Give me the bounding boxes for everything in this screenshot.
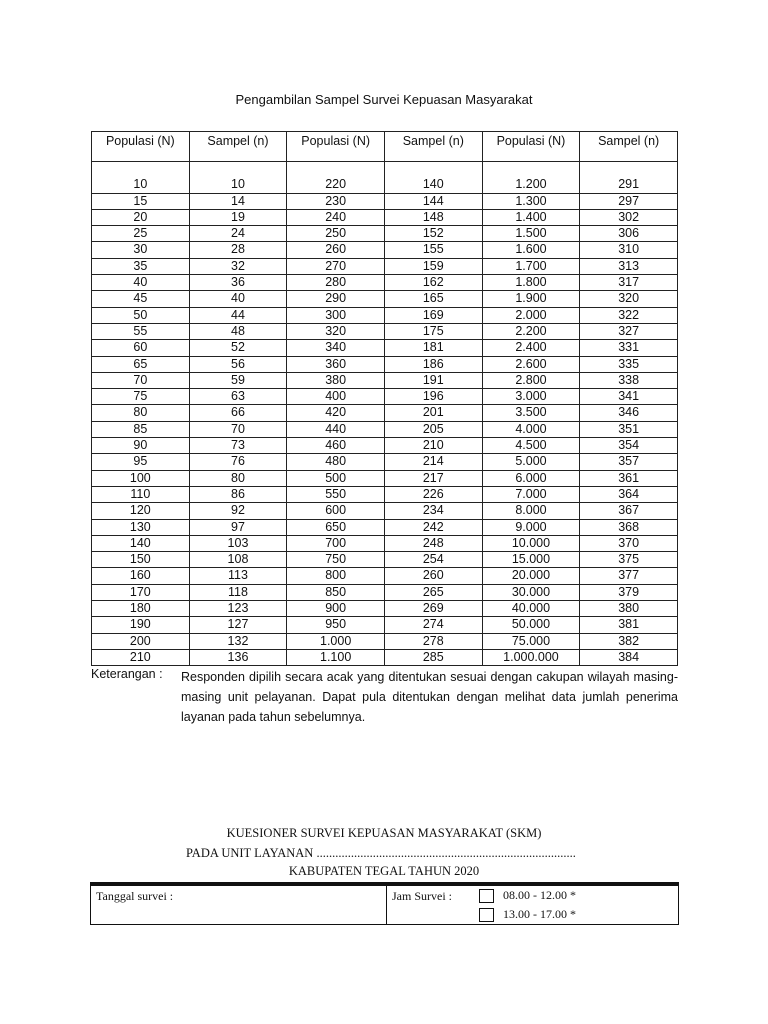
kabupaten-line: KABUPATEN TEGAL TAHUN 2020 [288, 864, 480, 878]
table-cell: 361 [580, 470, 678, 486]
table-cell: 234 [384, 503, 482, 519]
table-row [92, 356, 678, 372]
table-cell: 306 [580, 226, 678, 242]
table-cell: 60 [92, 340, 190, 356]
table-row [92, 242, 678, 258]
table-cell: 285 [384, 649, 482, 665]
spacer-cell [482, 162, 580, 178]
table-cell: 40.000 [482, 601, 580, 617]
table-cell: 3.000 [482, 389, 580, 405]
table-cell: 1.600 [482, 242, 580, 258]
table-cell: 240 [287, 209, 385, 225]
table-cell: 165 [384, 291, 482, 307]
header-populasi-3: Populasi (N) [482, 132, 580, 162]
table-cell: 346 [580, 405, 678, 421]
table-cell: 382 [580, 633, 678, 649]
table-cell: 73 [189, 438, 287, 454]
table-body [92, 162, 678, 666]
table-cell: 217 [384, 470, 482, 486]
table-cell: 335 [580, 356, 678, 372]
checkbox-morning[interactable] [479, 889, 494, 903]
jam-survei-label: Jam Survei : [392, 889, 452, 903]
header-sampel-3: Sampel (n) [580, 132, 678, 162]
table-cell: 291 [580, 177, 678, 193]
table-row [92, 389, 678, 405]
table-cell: 155 [384, 242, 482, 258]
table-row [92, 486, 678, 502]
table-cell: 278 [384, 633, 482, 649]
table-cell: 327 [580, 323, 678, 339]
table-row [92, 470, 678, 486]
table-cell: 600 [287, 503, 385, 519]
table-cell: 226 [384, 486, 482, 502]
table-cell: 300 [287, 307, 385, 323]
table-cell: 242 [384, 519, 482, 535]
table-cell: 351 [580, 421, 678, 437]
jam-option-morning[interactable] [479, 888, 576, 903]
table-cell: 32 [189, 258, 287, 274]
table-cell: 260 [287, 242, 385, 258]
table-header-row [92, 132, 678, 162]
table-row [92, 258, 678, 274]
table-cell: 1.700 [482, 258, 580, 274]
table-cell: 150 [92, 552, 190, 568]
table-cell: 460 [287, 438, 385, 454]
table-cell: 7.000 [482, 486, 580, 502]
table-cell: 1.300 [482, 193, 580, 209]
table-cell: 900 [287, 601, 385, 617]
table-row [92, 226, 678, 242]
table-row [92, 503, 678, 519]
table-cell: 66 [189, 405, 287, 421]
table-cell: 368 [580, 519, 678, 535]
table-cell: 180 [92, 601, 190, 617]
table-cell: 170 [92, 584, 190, 600]
table-cell: 190 [92, 617, 190, 633]
table-row [92, 405, 678, 421]
table-cell: 205 [384, 421, 482, 437]
table-cell: 250 [287, 226, 385, 242]
table-cell: 2.400 [482, 340, 580, 356]
table-cell: 65 [92, 356, 190, 372]
unit-layanan-blank[interactable]: ................................................................................... [316, 846, 576, 860]
survey-form-box [90, 882, 679, 925]
table-cell: 370 [580, 535, 678, 551]
table-cell: 86 [189, 486, 287, 502]
table-cell: 375 [580, 552, 678, 568]
table-cell: 2.600 [482, 356, 580, 372]
table-cell: 200 [92, 633, 190, 649]
table-cell: 290 [287, 291, 385, 307]
table-cell: 70 [92, 372, 190, 388]
table-cell: 95 [92, 454, 190, 470]
table-cell: 320 [287, 323, 385, 339]
table-cell: 20 [92, 209, 190, 225]
document-title: Pengambilan Sampel Survei Kepuasan Masyarakat [235, 92, 533, 107]
table-cell: 136 [189, 649, 287, 665]
unit-layanan-label: PADA UNIT LAYANAN [186, 846, 314, 860]
table-cell: 269 [384, 601, 482, 617]
table-cell: 113 [189, 568, 287, 584]
table-cell: 550 [287, 486, 385, 502]
table-row [92, 193, 678, 209]
table-cell: 127 [189, 617, 287, 633]
table-cell: 340 [287, 340, 385, 356]
table-row [92, 340, 678, 356]
checkbox-afternoon[interactable] [479, 908, 494, 922]
table-cell: 36 [189, 275, 287, 291]
table-cell: 75.000 [482, 633, 580, 649]
table-cell: 30.000 [482, 584, 580, 600]
table-cell: 56 [189, 356, 287, 372]
table-cell: 331 [580, 340, 678, 356]
form-divider [386, 886, 387, 924]
table-cell: 169 [384, 307, 482, 323]
table-cell: 181 [384, 340, 482, 356]
table-cell: 201 [384, 405, 482, 421]
table-cell: 4.000 [482, 421, 580, 437]
sample-table [91, 131, 678, 666]
table-cell: 30 [92, 242, 190, 258]
table-row [92, 323, 678, 339]
table-cell: 367 [580, 503, 678, 519]
table-cell: 380 [580, 601, 678, 617]
table-cell: 50.000 [482, 617, 580, 633]
table-cell: 103 [189, 535, 287, 551]
table-cell: 6.000 [482, 470, 580, 486]
table-cell: 384 [580, 649, 678, 665]
table-cell: 338 [580, 372, 678, 388]
table-cell: 48 [189, 323, 287, 339]
table-cell: 210 [384, 438, 482, 454]
table-cell: 1.900 [482, 291, 580, 307]
table-cell: 8.000 [482, 503, 580, 519]
jam-option-afternoon-label: 13.00 - 17.00 * [503, 907, 576, 921]
table-cell: 45 [92, 291, 190, 307]
table-cell: 265 [384, 584, 482, 600]
table-cell: 175 [384, 323, 482, 339]
table-cell: 260 [384, 568, 482, 584]
table-cell: 480 [287, 454, 385, 470]
table-cell: 80 [189, 470, 287, 486]
table-cell: 19 [189, 209, 287, 225]
table-cell: 44 [189, 307, 287, 323]
table-cell: 1.400 [482, 209, 580, 225]
table-cell: 270 [287, 258, 385, 274]
header-sampel-1: Sampel (n) [189, 132, 287, 162]
table-cell: 40 [189, 291, 287, 307]
table-cell: 85 [92, 421, 190, 437]
table-cell: 55 [92, 323, 190, 339]
table-row [92, 535, 678, 551]
table-cell: 650 [287, 519, 385, 535]
table-cell: 500 [287, 470, 385, 486]
table-cell: 160 [92, 568, 190, 584]
table-cell: 120 [92, 503, 190, 519]
table-cell: 2.000 [482, 307, 580, 323]
table-cell: 152 [384, 226, 482, 242]
table-cell: 1.500 [482, 226, 580, 242]
table-cell: 76 [189, 454, 287, 470]
table-cell: 357 [580, 454, 678, 470]
table-cell: 40 [92, 275, 190, 291]
spacer-cell [92, 162, 190, 178]
table-cell: 310 [580, 242, 678, 258]
table-row [92, 291, 678, 307]
unit-layanan-line [186, 846, 686, 861]
table-cell: 380 [287, 372, 385, 388]
table-row [92, 177, 678, 193]
table-row [92, 372, 678, 388]
table-cell: 63 [189, 389, 287, 405]
table-cell: 92 [189, 503, 287, 519]
table-cell: 191 [384, 372, 482, 388]
table-cell: 50 [92, 307, 190, 323]
table-cell: 15 [92, 193, 190, 209]
table-cell: 379 [580, 584, 678, 600]
table-cell: 59 [189, 372, 287, 388]
table-row [92, 438, 678, 454]
table-cell: 302 [580, 209, 678, 225]
table-cell: 400 [287, 389, 385, 405]
table-row [92, 275, 678, 291]
jam-option-afternoon[interactable] [479, 907, 576, 922]
table-cell: 25 [92, 226, 190, 242]
table-cell: 2.800 [482, 372, 580, 388]
table-cell: 123 [189, 601, 287, 617]
header-sampel-2: Sampel (n) [384, 132, 482, 162]
table-cell: 108 [189, 552, 287, 568]
table-cell: 97 [189, 519, 287, 535]
table-cell: 440 [287, 421, 385, 437]
table-cell: 132 [189, 633, 287, 649]
table-cell: 317 [580, 275, 678, 291]
table-cell: 148 [384, 209, 482, 225]
table-row [92, 421, 678, 437]
table-cell: 80 [92, 405, 190, 421]
header-populasi-2: Populasi (N) [287, 132, 385, 162]
table-cell: 354 [580, 438, 678, 454]
jam-option-morning-label: 08.00 - 12.00 * [503, 888, 576, 902]
table-spacer-row [92, 162, 678, 178]
table-cell: 1.200 [482, 177, 580, 193]
table-cell: 75 [92, 389, 190, 405]
table-cell: 28 [189, 242, 287, 258]
table-cell: 196 [384, 389, 482, 405]
table-cell: 274 [384, 617, 482, 633]
spacer-cell [189, 162, 287, 178]
table-cell: 118 [189, 584, 287, 600]
table-cell: 750 [287, 552, 385, 568]
spacer-cell [384, 162, 482, 178]
table-cell: 100 [92, 470, 190, 486]
table-row [92, 617, 678, 633]
table-cell: 360 [287, 356, 385, 372]
table-cell: 10 [92, 177, 190, 193]
table-cell: 130 [92, 519, 190, 535]
table-row [92, 519, 678, 535]
table-cell: 420 [287, 405, 385, 421]
tanggal-survei-field[interactable]: Tanggal survei : [96, 889, 174, 903]
table-cell: 1.100 [287, 649, 385, 665]
table-cell: 15.000 [482, 552, 580, 568]
table-cell: 140 [384, 177, 482, 193]
table-cell: 52 [189, 340, 287, 356]
table-cell: 1.000.000 [482, 649, 580, 665]
keterangan-text: Responden dipilih secara acak yang ditentukan sesuai dengan cakupan wilayah masing-masing unit pelayanan. Dapat pula ditentukan dengan melihat data jumlah penerima layanan pada tahun sebelumnya. [181, 670, 678, 724]
table-cell: 230 [287, 193, 385, 209]
keterangan-label: Keterangan : [91, 667, 163, 681]
table-cell: 341 [580, 389, 678, 405]
table-cell: 950 [287, 617, 385, 633]
table-cell: 850 [287, 584, 385, 600]
table-cell: 14 [189, 193, 287, 209]
table-cell: 144 [384, 193, 482, 209]
table-cell: 186 [384, 356, 482, 372]
table-row [92, 649, 678, 665]
table-cell: 313 [580, 258, 678, 274]
table-cell: 20.000 [482, 568, 580, 584]
table-cell: 35 [92, 258, 190, 274]
table-cell: 377 [580, 568, 678, 584]
header-populasi-1: Populasi (N) [92, 132, 190, 162]
table-cell: 248 [384, 535, 482, 551]
table-cell: 110 [92, 486, 190, 502]
table-cell: 210 [92, 649, 190, 665]
table-cell: 214 [384, 454, 482, 470]
table-row [92, 454, 678, 470]
table-cell: 364 [580, 486, 678, 502]
kuesioner-title: KUESIONER SURVEI KEPUASAN MASYARAKAT (SKM) [226, 826, 542, 840]
table-cell: 162 [384, 275, 482, 291]
table-cell: 159 [384, 258, 482, 274]
table-cell: 10 [189, 177, 287, 193]
table-cell: 1.000 [287, 633, 385, 649]
table-cell: 1.800 [482, 275, 580, 291]
table-row [92, 568, 678, 584]
table-cell: 220 [287, 177, 385, 193]
table-row [92, 633, 678, 649]
table-cell: 322 [580, 307, 678, 323]
table-cell: 297 [580, 193, 678, 209]
table-cell: 254 [384, 552, 482, 568]
table-cell: 3.500 [482, 405, 580, 421]
table-cell: 4.500 [482, 438, 580, 454]
table-cell: 70 [189, 421, 287, 437]
spacer-cell [580, 162, 678, 178]
table-cell: 10.000 [482, 535, 580, 551]
table-cell: 90 [92, 438, 190, 454]
table-cell: 800 [287, 568, 385, 584]
table-cell: 280 [287, 275, 385, 291]
table-row [92, 209, 678, 225]
table-cell: 140 [92, 535, 190, 551]
spacer-cell [287, 162, 385, 178]
table-row [92, 584, 678, 600]
table-cell: 9.000 [482, 519, 580, 535]
table-cell: 2.200 [482, 323, 580, 339]
table-row [92, 552, 678, 568]
table-cell: 24 [189, 226, 287, 242]
table-cell: 5.000 [482, 454, 580, 470]
table-cell: 381 [580, 617, 678, 633]
table-cell: 320 [580, 291, 678, 307]
table-row [92, 601, 678, 617]
table-cell: 700 [287, 535, 385, 551]
table-row [92, 307, 678, 323]
